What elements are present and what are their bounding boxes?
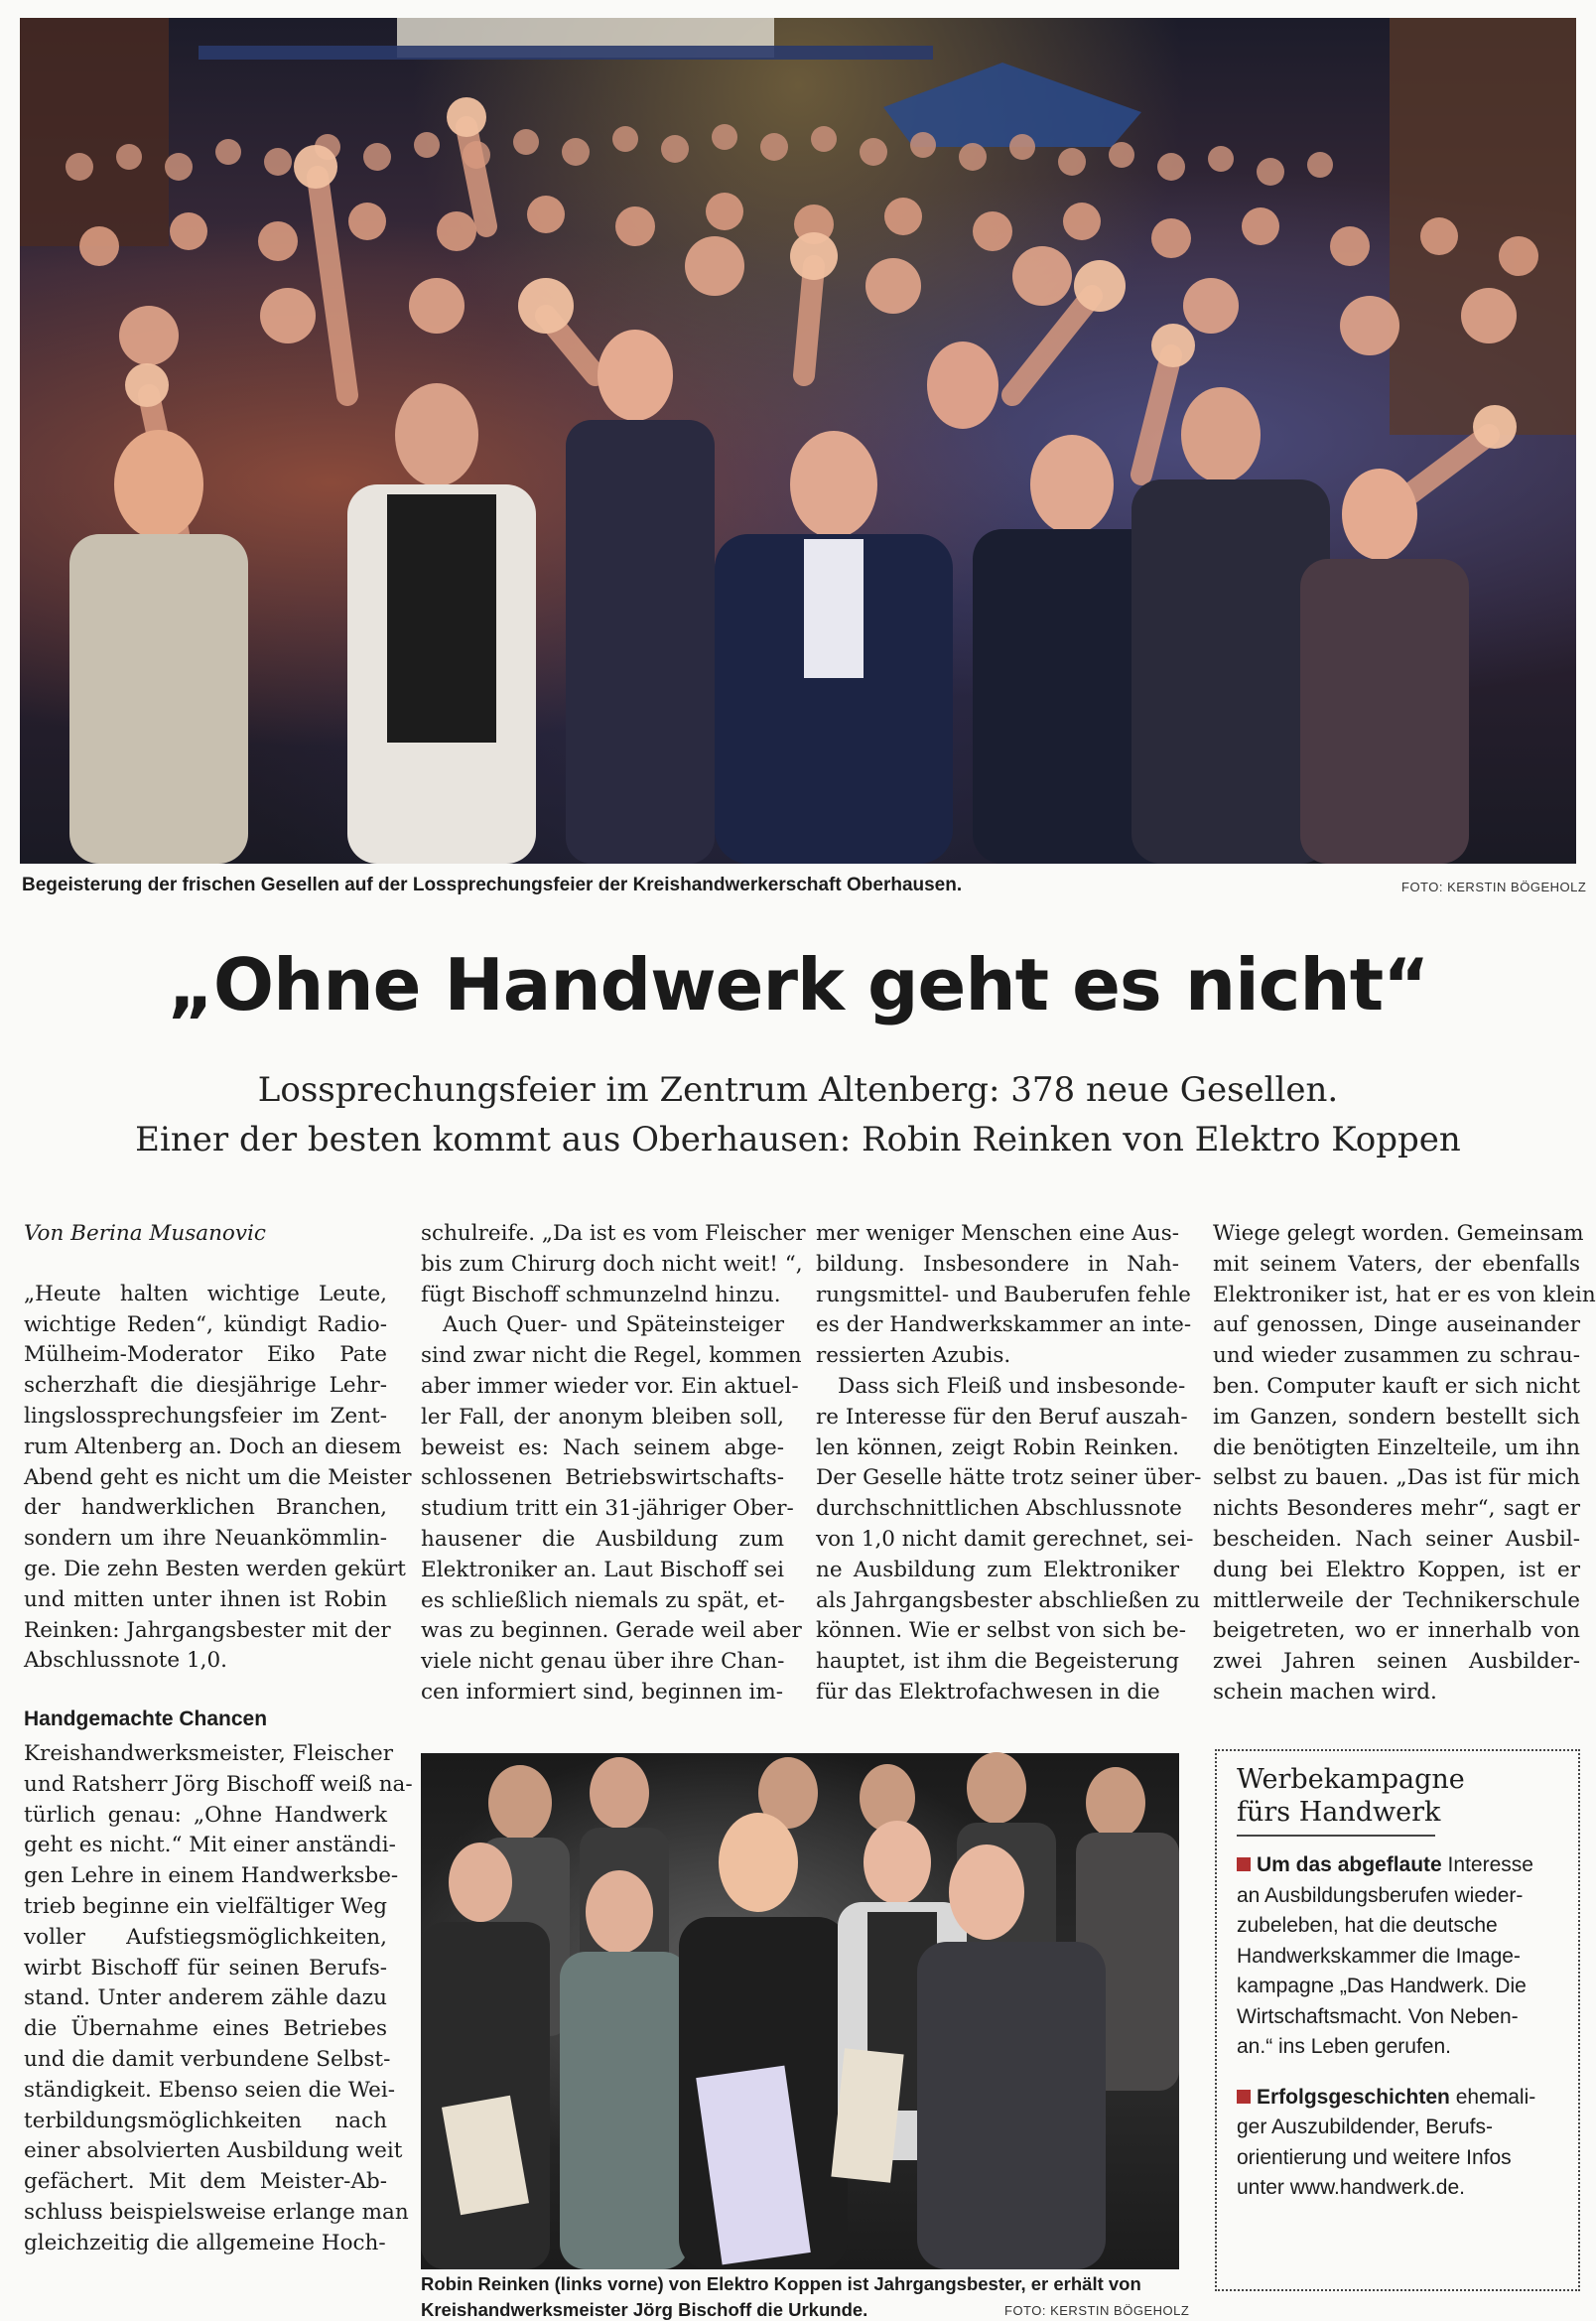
text-line: gleichzeitig die allgemeine Hoch- [24, 2230, 386, 2255]
text-line: selbst zu bauen. „Das ist für mich [1213, 1465, 1580, 1491]
article-column-1 [24, 1219, 413, 2259]
text-line: hauptet, ist ihm die Begeisterung [816, 1649, 1179, 1675]
text-line: mer weniger Menschen eine Aus- [816, 1221, 1179, 1246]
text-line: rum Altenberg an. Doch an diesem [24, 1434, 402, 1459]
text-line: viele nicht genau über ihre Chan- [421, 1649, 785, 1675]
text-line: schluss beispielsweise erlange man [24, 2199, 409, 2225]
text-line: gefächert. Mit dem Meister-Ab- [24, 2169, 387, 2195]
bullet-square-icon [1237, 2090, 1251, 2104]
text-line: mittlerweile der Technikerschule [1213, 1587, 1580, 1613]
text-line: beigetreten, wo er innerhalb von [1213, 1618, 1580, 1644]
subheadline-line-1: Lossprechungsfeier im Zentrum Altenberg: 378 neue Gesellen. [257, 1070, 1339, 1110]
text-line: schlossenen Betriebswirtschafts- [421, 1465, 784, 1491]
text-line: re Interesse für den Beruf auszah- [816, 1404, 1188, 1430]
text-line: bildung. Insbesondere in Nah- [816, 1251, 1179, 1277]
text-line: Auch Quer- und Späteinsteiger [443, 1312, 784, 1338]
text-line: von 1,0 nicht damit gerechnet, sei- [816, 1526, 1194, 1552]
bottom-photo-credit: FOTO: KERSTIN BÖGEHOLZ [1004, 2303, 1190, 2318]
top-photo-credit: FOTO: KERSTIN BÖGEHOLZ [1401, 880, 1587, 894]
text-line: ressierten Azubis. [816, 1343, 1011, 1369]
text-line: der handwerklichen Branchen, [24, 1495, 387, 1521]
text-line: bis zum Chirurg doch nicht weit! “, [421, 1251, 803, 1277]
bullet-square-icon [1237, 1857, 1251, 1871]
award-illustration [421, 1753, 1179, 2269]
text-line: hausener die Ausbildung zum [421, 1526, 784, 1552]
text-line: schulreife. „Da ist es vom Fleischer [421, 1221, 806, 1246]
text-line: auf genossen, Dinge auseinander [1213, 1312, 1580, 1338]
text-line: ge. Die zehn Besten werden gekürt [24, 1556, 406, 1581]
text-line: Der Geselle hätte trotz seiner über- [816, 1465, 1202, 1491]
text-line: rungsmittel- und Bauberufen fehle [816, 1282, 1191, 1307]
column-1-paragraph-2 [24, 1739, 413, 2259]
text-line: len können, zeigt Robin Reinken. [816, 1434, 1179, 1460]
text-line: im Ganzen, sondern bestellt sich [1213, 1404, 1580, 1430]
article-column-2 [421, 1219, 806, 1708]
text-line: ne Ausbildung zum Elektroniker [816, 1557, 1179, 1582]
text-line: Elektroniker an. Laut Bischoff sei [421, 1557, 784, 1582]
article-author: Von Berina Musanovic [24, 1221, 266, 1246]
text-line: türlich genau: „Ohne Handwerk [24, 1802, 387, 1828]
text-line: voller Aufstiegsmöglichkeiten, [24, 1924, 387, 1950]
text-line: Wiege gelegt worden. Gemeinsam [1213, 1221, 1584, 1246]
text-line: ben. Computer kauft er sich nicht [1213, 1373, 1580, 1399]
text-line: die benötigten Einzelteile, um ihn [1213, 1434, 1580, 1460]
text-line: sondern um ihre Neuankömmlin- [24, 1526, 387, 1552]
infobox-p2-bold: Erfolgsgeschichten [1257, 2085, 1450, 2109]
text-line: scherzhaft die diesjährige Lehr- [24, 1373, 387, 1399]
column-2-paragraph-2 [421, 1310, 802, 1707]
infobox-paragraph-1: Um das abgeflaute Interesse an Ausbildungsberufen wieder- zubeleben, hat die deutsche Handwerkskammer die Image- kampagne „Das Handwerk. Die Wirtschaftsmacht. Von Neben- an.“ ins Leben gerufen. [1237, 1853, 1533, 2058]
text-line: ler Fall, der anonym bleiben soll, [421, 1404, 784, 1430]
text-line: nichts Besonderes mehr“, sagt er [1213, 1496, 1580, 1522]
text-line: sind zwar nicht die Regel, kommen [421, 1343, 802, 1369]
column-3-paragraph-1 [816, 1219, 1192, 1372]
text-line: cen informiert sind, beginnen im- [421, 1679, 784, 1705]
text-line: es der Handwerkskammer an inte- [816, 1312, 1192, 1338]
text-line: bescheiden. Nach seiner Ausbil- [1213, 1526, 1580, 1552]
text-line: zwei Jahren seinen Ausbilder- [1213, 1649, 1580, 1675]
text-line: Reinken: Jahrgangsbester mit der [24, 1617, 391, 1643]
text-line: und mitten unter ihnen ist Robin [24, 1586, 387, 1612]
infobox-title: Werbekampagne fürs Handwerk [1237, 1763, 1435, 1837]
column-4-paragraph-1 [1213, 1219, 1596, 1708]
text-line: wirbt Bischoff für seinen Berufs- [24, 1955, 387, 1980]
text-line: lingslossprechungsfeier im Zent- [24, 1403, 387, 1429]
subheading-handgemachte-chancen: Handgemachte Chancen [24, 1707, 268, 1731]
text-line: Mülheim-Moderator Eiko Pate [24, 1342, 387, 1368]
text-line: schein machen wird. [1213, 1679, 1437, 1705]
text-line: ständigkeit. Ebenso seien die Wei- [24, 2077, 395, 2103]
column-3-paragraph-2 [816, 1372, 1202, 1708]
text-line: können. Wie er selbst von sich be- [816, 1618, 1186, 1644]
text-line: mit seinem Vaters, der ebenfalls [1213, 1251, 1580, 1277]
text-line: Abend geht es nicht um die Meister [24, 1464, 412, 1490]
column-1-paragraph-1 [24, 1280, 412, 1677]
text-line: Dass sich Fleiß und insbesonde- [838, 1373, 1186, 1399]
text-line: für das Elektrofachwesen in die [816, 1679, 1160, 1705]
text-line: trieb beginne ein vielfältiger Weg [24, 1893, 387, 1919]
text-line: die Übernahme eines Betriebes [24, 2016, 387, 2042]
infobox-paragraph-2: Erfolgsgeschichten ehemali- ger Auszubildender, Berufs- orientierung und weitere Infos unter www.handwerk.de. [1237, 2085, 1536, 2199]
column-2-paragraph-1 [421, 1219, 806, 1310]
infobox-p1-bold: Um das abgeflaute [1257, 1853, 1442, 1876]
text-line: und Ratsherr Jörg Bischoff weiß na- [24, 1771, 413, 1797]
text-line: wichtige Reden“, kündigt Radio- [24, 1311, 387, 1337]
text-line: gen Lehre in einem Handwerksbe- [24, 1863, 399, 1889]
bottom-photo [421, 1753, 1179, 2269]
text-line: und wieder zusammen zu schrau- [1213, 1343, 1580, 1369]
text-line: aber immer wieder vor. Ein aktuel- [421, 1373, 799, 1399]
text-line: stand. Unter anderem zähle dazu [24, 1985, 387, 2011]
text-line: Elektroniker ist, hat er es von klein [1213, 1282, 1596, 1307]
text-line: dung bei Elektro Koppen, ist er [1213, 1557, 1580, 1582]
text-line: „Heute halten wichtige Leute, [24, 1281, 387, 1306]
text-line: was zu beginnen. Gerade weil aber [421, 1618, 802, 1644]
text-line: als Jahrgangsbester abschließen zu [816, 1587, 1201, 1613]
text-line: terbildungsmöglichkeiten nach [24, 2108, 387, 2133]
text-line: studium tritt ein 31-jähriger Ober- [421, 1496, 794, 1522]
text-line: durchschnittlichen Abschlussnote [816, 1496, 1182, 1522]
text-line: es schließlich niemals zu spät, et- [421, 1587, 785, 1613]
infobox-werbekampagne [1215, 1749, 1580, 2291]
article-column-3 [816, 1219, 1202, 1708]
top-photo [20, 18, 1576, 864]
bottom-photo-caption-line-1: Robin Reinken (links vorne) von Elektro Koppen ist Jahrgangsbester, er erhält von [421, 2273, 1141, 2294]
text-line: beweist es: Nach seinem abge- [421, 1434, 784, 1460]
text-line: einer absolvierten Ausbildung weit [24, 2138, 403, 2164]
top-photo-caption: Begeisterung der frischen Gesellen auf der Lossprechungsfeier der Kreishandwerkerschaft Oberhausen. [22, 875, 963, 895]
text-line: Kreishandwerksmeister, Fleischer [24, 1740, 393, 1766]
text-line: fügt Bischoff schmunzelnd hinzu. [421, 1282, 781, 1307]
text-line: und die damit verbundene Selbst- [24, 2046, 391, 2072]
text-line: geht es nicht.“ Mit einer anständi- [24, 1833, 396, 1858]
crowd-illustration [20, 18, 1576, 864]
article-column-4 [1213, 1219, 1596, 1708]
headline: „Ohne Handwerk geht es nicht“ [167, 943, 1429, 1026]
text-line: Abschlussnote 1,0. [24, 1648, 228, 1674]
bottom-photo-caption-line-2: Kreishandwerksmeister Jörg Bischoff die Urkunde. [421, 2299, 868, 2320]
subheadline-line-2: Einer der besten kommt aus Oberhausen: Robin Reinken von Elektro Koppen [135, 1120, 1461, 1160]
